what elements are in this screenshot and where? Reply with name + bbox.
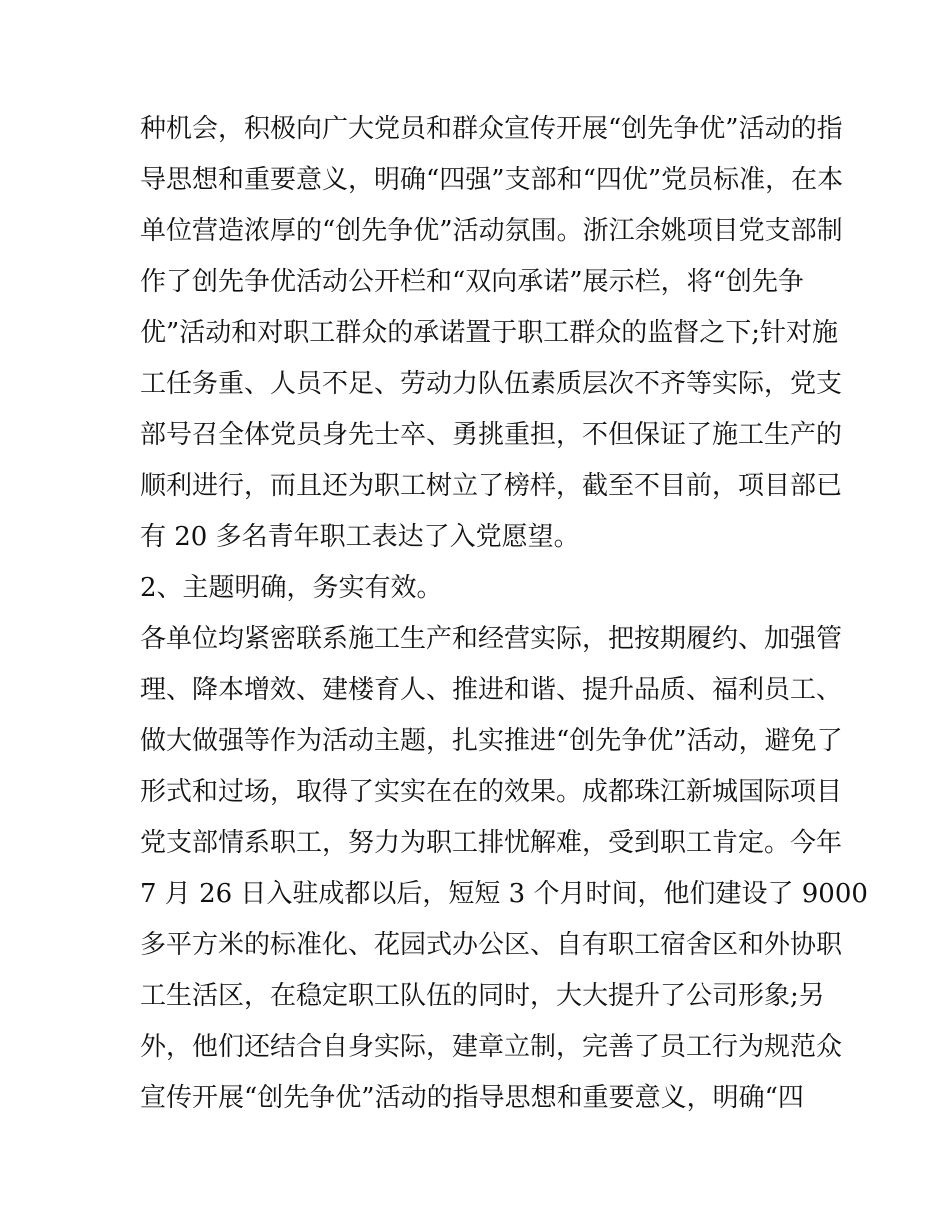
text-line-9: 有 20 多名青年职工表达了入党愿望。: [140, 522, 580, 552]
text-line-5: 优”活动和对职工群众的承诺置于职工群众的监督之下;针对施: [140, 318, 839, 348]
text-line-4: 作了创先争优活动公开栏和“双向承诺”展示栏，将“创先争: [140, 267, 804, 297]
text-line-8: 顺利进行，而且还为职工树立了榜样，截至不目前，项目部已: [140, 471, 843, 501]
text-line-14: 形式和过场，取得了实实在在的效果。成都珠江新城国际项目: [140, 777, 843, 807]
text-line-16: 7 月 26 日入驻成都以后，短短 3 个月时间，他们建设了 9000: [140, 879, 868, 909]
text-line-13: 做大做强等作为活动主题，扎实推进“创先争优”活动，避免了: [140, 726, 843, 756]
text-line-11: 各单位均紧密联系施工生产和经营实际，把按期履约、加强管: [140, 624, 843, 654]
section-heading: 2、主题明确，务实有效。: [140, 573, 443, 603]
text-line-19: 外，他们还结合自身实际，建章立制，完善了员工行为规范众: [140, 1032, 843, 1062]
text-line-18: 工生活区，在稳定职工队伍的同时，大大提升了公司形象;另: [140, 981, 825, 1011]
text-line-20: 宣传开展“创先争优”活动的指导思想和重要意义，明确“四: [140, 1083, 804, 1113]
text-line-1: 种机会，积极向广大党员和群众宣传开展“创先争优”活动的指: [140, 114, 843, 144]
text-line-6: 工任务重、人员不足、劳动力队伍素质层次不齐等实际，党支: [140, 369, 843, 399]
text-line-3: 单位营造浓厚的“创先争优”活动氛围。浙江余姚项目党支部制: [140, 216, 843, 246]
body-text: [140, 104, 868, 1124]
text-line-17: 多平方米的标准化、花园式办公区、自有职工宿舍区和外协职: [140, 930, 843, 960]
text-line-2: 导思想和重要意义，明确“四强”支部和“四优”党员标准，在本: [140, 165, 844, 195]
text-line-12: 理、降本增效、建楼育人、推进和谐、提升品质、福利员工、: [140, 675, 843, 705]
text-line-7: 部号召全体党员身先士卒、勇挑重担，不但保证了施工生产的: [140, 420, 843, 450]
text-line-15: 党支部情系职工，努力为职工排忧解难，受到职工肯定。今年: [140, 828, 843, 858]
